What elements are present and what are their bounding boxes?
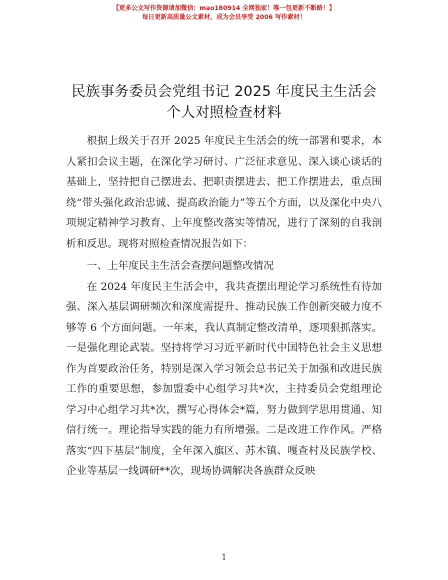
promo-banner-line-1: 【更多公文写作资源请加微信：mao180914 全网独家！唯一包更新不断路！】 (112, 5, 336, 12)
promo-banner-line-2: 每日更新高质量公文素材，成为会员享受 2006 写作素材！ (142, 14, 306, 21)
document-body (66, 131, 382, 482)
body-paragraph: 在 2024 年度民主生活会中，我共查摆出理论学习系统性有待加强、深入基层调研频次和深度需提升、推动民族工作创新突破力度不够等 6 个方面问题。一年来，我认真制定整改清单，逐项狠抓落实。一是强化理论武装。坚持将学习习近平新时代中国特色社会主义思想作为首要政治任务，特别是深入学习领会总书记关于加强和改进民族工作的重要思想，参加盟委中心组学习共*次，主持委员会党组理论学习中心组学习共*次，撰写心得体会*篇，努力做到学思用贯通、知信行统一。理论指导实践的能力有所增强。二是改进工作作风。严格落实“四下基层”制度，全年深入旗区、苏木镇、嘎查村及民族学校、企业等基层一线调研**次，现场协调解决各族群众反映 (66, 280, 382, 477)
intro-paragraph: 根据上级关于召开 2025 年度民主生活会的统一部署和要求，本人紧扣会议主题，在深化学习研讨、广泛征求意见、深入谈心谈话的基础上，坚持把自己摆进去、把职责摆进去、把工作摆进去，重点围绕“带头强化政治忠诚、提高政治能力”等五个方面，以及深化中央八项规定精神学习教育、上年度整改落实等情况，进行了深刻的自我剖析和反思。现将对照检查情况报告如下： (66, 135, 382, 250)
document-title (40, 82, 408, 124)
promo-banner (0, 4, 448, 22)
page-number: 1 (221, 553, 227, 562)
section-heading: 一、上年度民主生活会查摆问题整改情况 (86, 260, 274, 272)
document-title-line-2: 个人对照检查材料 (166, 105, 282, 121)
document-title-line-1: 民族事务委员会党组书记 2025 年度民主生活会 (71, 84, 377, 100)
